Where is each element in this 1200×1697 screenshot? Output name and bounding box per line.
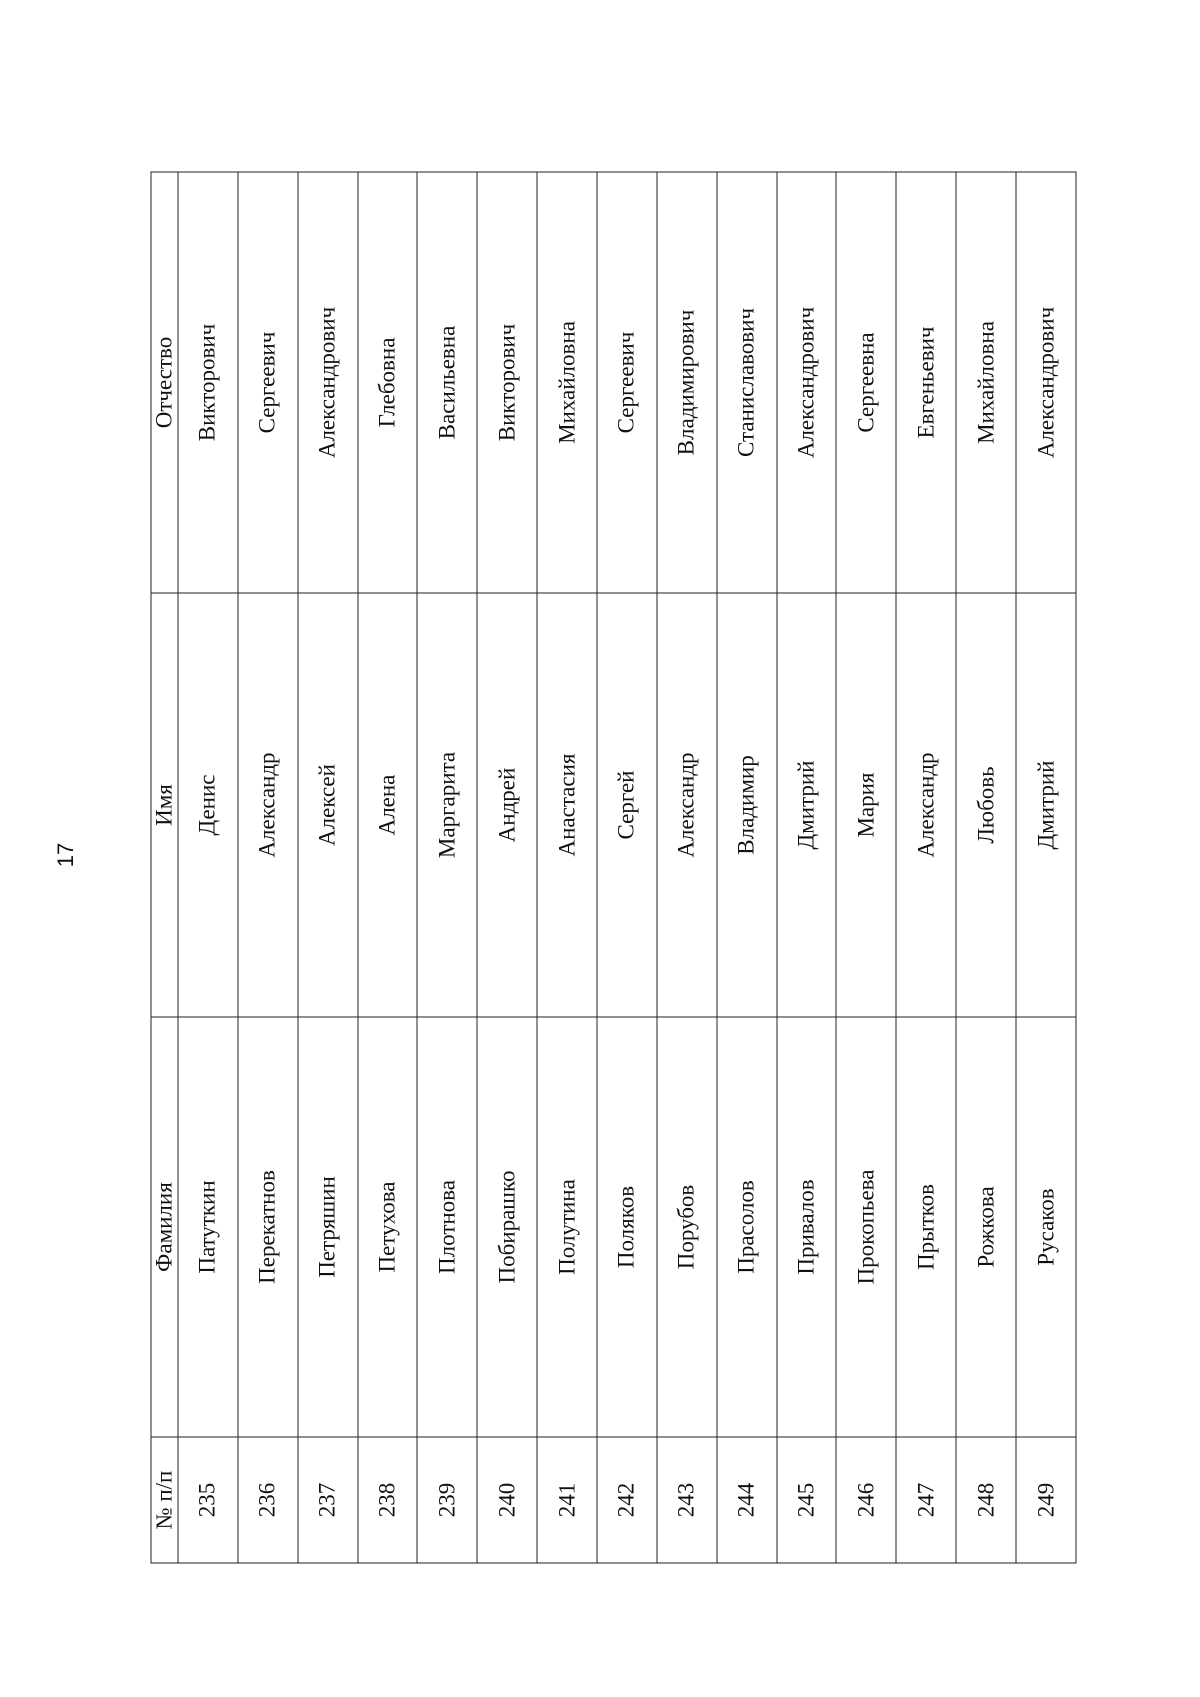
cell-patronymic: Станиславович	[716, 172, 776, 593]
table-row	[597, 172, 657, 1563]
table-row	[178, 172, 238, 1563]
page-number: 17	[53, 842, 78, 868]
cell-num: 244	[716, 1437, 776, 1563]
table-row	[537, 172, 597, 1563]
table-row	[776, 172, 836, 1563]
cell-patronymic: Сергеевна	[836, 172, 896, 593]
cell-surname: Прасолов	[716, 1017, 776, 1437]
cell-patronymic: Викторович	[477, 172, 537, 593]
header-surname: Фамилия	[151, 1017, 178, 1437]
cell-surname: Порубов	[656, 1017, 716, 1437]
cell-patronymic: Сергеевич	[597, 172, 657, 593]
cell-name: Александр	[656, 593, 716, 1017]
cell-surname: Перекатнов	[237, 1017, 297, 1437]
table-row	[297, 172, 357, 1563]
cell-surname: Петряшин	[297, 1017, 357, 1437]
cell-surname: Петухова	[357, 1017, 417, 1437]
cell-num: 245	[776, 1437, 836, 1563]
cell-name: Александр	[896, 593, 956, 1017]
cell-surname: Полутина	[537, 1017, 597, 1437]
cell-patronymic: Евгеньевич	[896, 172, 956, 593]
cell-num: 242	[597, 1437, 657, 1563]
table-body	[178, 172, 1076, 1563]
cell-name: Александр	[237, 593, 297, 1017]
cell-num: 238	[357, 1437, 417, 1563]
cell-patronymic: Александрович	[297, 172, 357, 593]
cell-name: Владимир	[716, 593, 776, 1017]
cell-surname: Патуткин	[178, 1017, 238, 1437]
cell-name: Маргарита	[417, 593, 477, 1017]
table-row	[956, 172, 1016, 1563]
cell-name: Дмитрий	[1016, 593, 1076, 1017]
table-row	[237, 172, 297, 1563]
table-row	[1016, 172, 1076, 1563]
cell-patronymic: Михайловна	[956, 172, 1016, 593]
cell-surname: Прокопьева	[836, 1017, 896, 1437]
cell-num: 248	[956, 1437, 1016, 1563]
header-name: Имя	[151, 593, 178, 1017]
table-row	[417, 172, 477, 1563]
cell-surname: Поляков	[597, 1017, 657, 1437]
cell-patronymic: Александрович	[1016, 172, 1076, 593]
cell-surname: Привалов	[776, 1017, 836, 1437]
table-row	[716, 172, 776, 1563]
cell-surname: Побирашко	[477, 1017, 537, 1437]
cell-name: Денис	[178, 593, 238, 1017]
cell-num: 241	[537, 1437, 597, 1563]
header-patronymic: Отчество	[151, 172, 178, 593]
cell-patronymic: Владимирович	[656, 172, 716, 593]
cell-num: 236	[237, 1437, 297, 1563]
cell-num: 235	[178, 1437, 238, 1563]
cell-name: Алексей	[297, 593, 357, 1017]
cell-num: 240	[477, 1437, 537, 1563]
table-row	[896, 172, 956, 1563]
cell-num: 249	[1016, 1437, 1076, 1563]
table-header-row	[151, 172, 178, 1563]
cell-num: 247	[896, 1437, 956, 1563]
table-row	[357, 172, 417, 1563]
cell-patronymic: Васильевна	[417, 172, 477, 593]
header-num: № п/п	[151, 1437, 178, 1563]
table-row	[656, 172, 716, 1563]
cell-surname: Русаков	[1016, 1017, 1076, 1437]
cell-num: 243	[656, 1437, 716, 1563]
cell-surname: Прытков	[896, 1017, 956, 1437]
cell-name: Анастасия	[537, 593, 597, 1017]
cell-patronymic: Александрович	[776, 172, 836, 593]
cell-patronymic: Викторович	[178, 172, 238, 593]
cell-name: Любовь	[956, 593, 1016, 1017]
cell-name: Сергей	[597, 593, 657, 1017]
cell-surname: Плотнова	[417, 1017, 477, 1437]
cell-patronymic: Сергеевич	[237, 172, 297, 593]
table-row	[477, 172, 537, 1563]
cell-name: Алена	[357, 593, 417, 1017]
cell-patronymic: Глебовна	[357, 172, 417, 593]
cell-name: Дмитрий	[776, 593, 836, 1017]
cell-num: 237	[297, 1437, 357, 1563]
table-row	[836, 172, 896, 1563]
cell-surname: Рожкова	[956, 1017, 1016, 1437]
cell-name: Андрей	[477, 593, 537, 1017]
cell-num: 246	[836, 1437, 896, 1563]
cell-name: Мария	[836, 593, 896, 1017]
roster-table	[150, 172, 1076, 1564]
roster-table-container	[150, 173, 1076, 1564]
cell-patronymic: Михайловна	[537, 172, 597, 593]
cell-num: 239	[417, 1437, 477, 1563]
